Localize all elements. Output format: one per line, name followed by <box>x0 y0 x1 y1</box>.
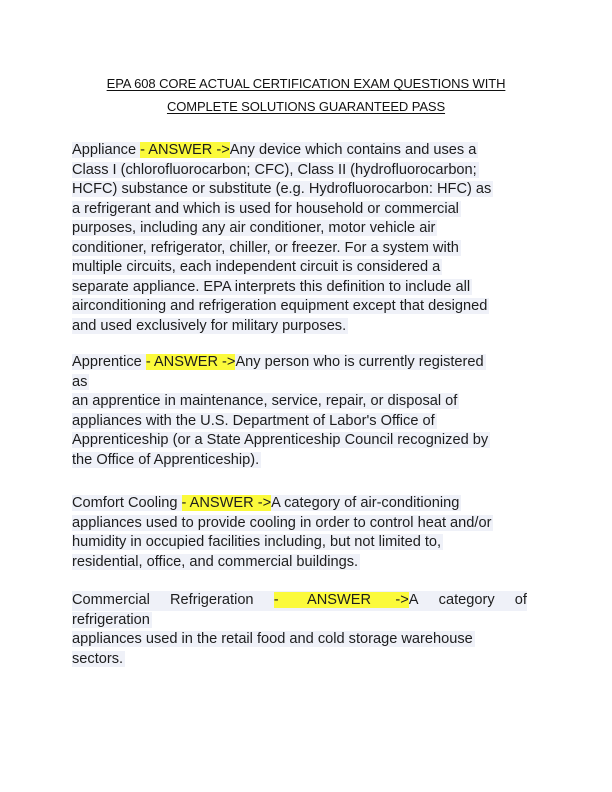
answer-marker: - ANSWER -> <box>181 495 272 511</box>
definition-line: Apprenticeship (or a State Apprenticeship Council recognized by <box>72 432 489 448</box>
answer-text: Any device which contains and uses a <box>229 142 477 158</box>
definition-line: residential, office, and commercial buildings. <box>72 553 359 570</box>
answer-marker: - ANSWER -> <box>140 142 230 158</box>
definition-line: as <box>72 373 88 390</box>
answer-word: of <box>514 592 527 608</box>
definition-line: humidity in occupied facilities including, but not limited to, <box>72 534 442 550</box>
definition-line: purposes, including any air conditioner, motor vehicle air <box>72 220 436 236</box>
definition-line: a refrigerant and which is used for household or commercial <box>72 200 459 217</box>
term: Comfort Cooling <box>72 495 182 511</box>
definition-line <box>72 141 538 161</box>
answer-marker: - ANSWER -> <box>145 354 236 370</box>
term: Apprentice <box>72 354 146 370</box>
definition-line: sectors. <box>72 650 124 667</box>
definition-line: Class I (chlorofluorocarbon; CFC), Class II (hydrofluorocarbon; <box>72 161 477 178</box>
definition-line: HCFC) substance or substitute (e.g. Hydrofluorocarbon: HFC) as <box>72 181 492 197</box>
definition-line: airconditioning and refrigeration equipment except that designed <box>72 298 488 314</box>
definition-appliance <box>72 141 538 336</box>
definition-line <box>72 353 538 373</box>
definition-comfort-cooling <box>72 494 538 572</box>
answer-marker-group <box>274 591 419 611</box>
answer-text: A category of air-conditioning <box>271 495 460 511</box>
definition-line: an apprentice in maintenance, service, repair, or disposal of <box>72 393 458 409</box>
answer-word: category <box>438 592 495 608</box>
term: Appliance <box>72 142 141 158</box>
page-title <box>60 72 552 118</box>
definition-line: appliances with the U.S. Department of Labor's Office of <box>72 412 435 429</box>
definition-commercial-refrigeration <box>72 591 538 669</box>
definition-line: multiple circuits, each independent circuit is considered a <box>72 259 441 275</box>
definition-apprentice <box>72 353 538 470</box>
answer-marker: - ANSWER -> <box>273 592 409 608</box>
definition-line: and used exclusively for military purposes. <box>72 317 347 334</box>
definition-line: refrigeration <box>72 611 150 628</box>
title-line-1: EPA 608 CORE ACTUAL CERTIFICATION EXAM QUESTIONS WITH <box>106 76 506 91</box>
term-word: Commercial <box>72 592 150 608</box>
answer-text: Any person who is currently registered <box>235 354 484 370</box>
term-word: Refrigeration <box>170 592 254 608</box>
definition-line <box>72 591 527 611</box>
definition-line: the Office of Apprenticeship). <box>72 451 260 468</box>
definition-line: appliances used in the retail food and cold storage warehouse <box>72 631 473 647</box>
answer-word: A <box>408 592 419 608</box>
definition-line: appliances used to provide cooling in order to control heat and/or <box>72 514 492 531</box>
definition-line: separate appliance. EPA interprets this definition to include all <box>72 278 471 295</box>
definition-line <box>72 494 538 514</box>
definition-line: conditioner, refrigerator, chiller, or freezer. For a system with <box>72 239 459 256</box>
title-line-2: COMPLETE SOLUTIONS GUARANTEED PASS <box>166 99 446 114</box>
